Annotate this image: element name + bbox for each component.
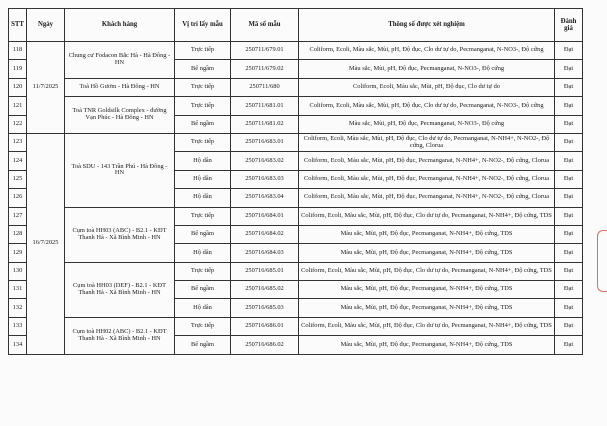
table-row xyxy=(9,133,583,151)
row-eval: Đạt xyxy=(555,152,583,170)
row-stt: 119 xyxy=(9,60,27,78)
customer-cell: Chung cư Fodacon Bắc Hà - Hà Đông - HN xyxy=(65,42,175,79)
customer-cell: Cụm toà HH02 (ABC) - B2.1 - KĐT Thanh Hà - Xã Bình Minh - HN xyxy=(65,317,175,354)
row-eval: Đạt xyxy=(555,189,583,207)
row-eval: Đạt xyxy=(555,317,583,335)
table-row xyxy=(9,42,583,60)
row-params: Coliform, Ecoli, Màu sắc, Mùi, pH, Độ đục, Pecmanganat, N-NH4+, N-NO2-, Độ cứng, Clorua xyxy=(299,152,555,170)
row-location: Hộ dân xyxy=(175,189,231,207)
row-location: Bể ngầm xyxy=(175,225,231,243)
row-stt: 123 xyxy=(9,133,27,151)
row-eval: Đạt xyxy=(555,97,583,115)
row-code: 250716/684.03 xyxy=(231,244,299,262)
row-stt: 120 xyxy=(9,78,27,96)
header-vi-tri: Vị trí lấy mẫu xyxy=(175,9,231,42)
row-code: 250716/683.01 xyxy=(231,133,299,151)
row-stt: 121 xyxy=(9,97,27,115)
row-code: 250711/680 xyxy=(231,78,299,96)
row-location: Bể ngầm xyxy=(175,60,231,78)
row-stt: 124 xyxy=(9,152,27,170)
customer-cell: Toà Hồ Gươm - Hà Đông - HN xyxy=(65,78,175,96)
row-stt: 130 xyxy=(9,262,27,280)
row-eval: Đạt xyxy=(555,262,583,280)
header-ma-so: Mã số mẫu xyxy=(231,9,299,42)
row-stt: 131 xyxy=(9,281,27,299)
row-params: Màu sắc, Mùi, pH, Độ đục, Pecmanganat, N-NO3-, Độ cứng xyxy=(299,60,555,78)
row-location: Hộ dân xyxy=(175,170,231,188)
row-code: 250716/683.04 xyxy=(231,189,299,207)
row-location: Hộ dân xyxy=(175,152,231,170)
row-code: 250716/686.02 xyxy=(231,336,299,354)
row-location: Trực tiếp xyxy=(175,78,231,96)
row-location: Hộ dân xyxy=(175,299,231,317)
row-eval: Đạt xyxy=(555,60,583,78)
row-params: Màu sắc, Mùi, pH, Độ đục, Pecmanganat, N-NH4+, Độ cứng, TDS xyxy=(299,225,555,243)
header-stt: STT xyxy=(9,9,27,42)
date-cell: 11/7/2025 xyxy=(27,42,65,134)
row-stt: 132 xyxy=(9,299,27,317)
row-location: Trực tiếp xyxy=(175,317,231,335)
row-location: Bể ngầm xyxy=(175,336,231,354)
customer-cell: Toà SDU - 143 Trần Phú - Hà Đông - HN xyxy=(65,133,175,207)
table-row xyxy=(9,262,583,280)
row-code: 250716/686.01 xyxy=(231,317,299,335)
row-eval: Đạt xyxy=(555,244,583,262)
customer-cell: Toà TNR Goldsilk Complex - đường Vạn Phúc - Hà Đông - HN xyxy=(65,97,175,134)
row-code: 250711/681.01 xyxy=(231,97,299,115)
row-code: 250716/683.03 xyxy=(231,170,299,188)
row-params: Coliform, Ecoli, Màu sắc, Mùi, pH, Độ đục, Clo dư tự do, Pecmanganat, N-NH4+, Độ cứng, TDS xyxy=(299,317,555,335)
row-code: 250711/679.01 xyxy=(231,42,299,60)
row-params: Màu sắc, Mùi, pH, Độ đục, Pecmanganat, N-NH4+, Độ cứng, TDS xyxy=(299,281,555,299)
row-params: Màu sắc, Mùi, pH, Độ đục, Pecmanganat, N-NH4+, Độ cứng, TDS xyxy=(299,244,555,262)
row-stt: 127 xyxy=(9,207,27,225)
row-params: Coliform, Ecoli, Màu sắc, Mùi, pH, Độ đục, Clo dư tự do, Pecmanganat, N-NO3-, Độ cứng xyxy=(299,97,555,115)
row-params: Coliform, Ecoli, Màu sắc, Mùi, pH, Độ đục, Clo dư tự do, Pecmanganat, N-NO3-, Độ cứng xyxy=(299,42,555,60)
row-eval: Đạt xyxy=(555,115,583,133)
row-params: Coliform, Ecoli, Màu sắc, Mùi, pH, Độ đục, Clo dư tự do, Pecmanganat, N-NH4+, Độ cứng, TDS xyxy=(299,262,555,280)
table-row xyxy=(9,97,583,115)
row-location: Hộ dân xyxy=(175,244,231,262)
row-params: Coliform, Ecoli, Màu sắc, Mùi, pH, Độ đục, Clo dư tự do, Pecmanganat, N-NH4+, N-NO2-, Độ cứng, Clorua xyxy=(299,133,555,151)
row-params: Coliform, Ecoli, Màu sắc, Mùi, pH, Độ đục, Pecmanganat, N-NH4+, N-NO2-, Độ cứng, Clorua xyxy=(299,170,555,188)
row-code: 250711/679.02 xyxy=(231,60,299,78)
row-eval: Đạt xyxy=(555,336,583,354)
row-params: Coliform, Ecoli, Màu sắc, Mùi, pH, Độ đục, Clo dư tự do, Pecmanganat, N-NH4+, Độ cứng, TDS xyxy=(299,207,555,225)
row-eval: Đạt xyxy=(555,42,583,60)
row-code: 250711/681.02 xyxy=(231,115,299,133)
header-khach-hang: Khách hàng xyxy=(65,9,175,42)
row-stt: 125 xyxy=(9,170,27,188)
header-row xyxy=(9,9,583,42)
row-code: 250716/685.02 xyxy=(231,281,299,299)
table-row xyxy=(9,78,583,96)
row-stt: 118 xyxy=(9,42,27,60)
row-stt: 122 xyxy=(9,115,27,133)
row-location: Bể ngầm xyxy=(175,281,231,299)
row-eval: Đạt xyxy=(555,170,583,188)
row-params: Màu sắc, Mùi, pH, Độ đục, Pecmanganat, N-NO3-, Độ cứng xyxy=(299,115,555,133)
row-stt: 128 xyxy=(9,225,27,243)
red-stamp-edge xyxy=(597,230,607,292)
row-code: 250716/684.01 xyxy=(231,207,299,225)
header-thong-so: Thông số được xét nghiệm xyxy=(299,9,555,42)
row-stt: 134 xyxy=(9,336,27,354)
row-params: Màu sắc, Mùi, pH, Độ đục, Pecmanganat, N-NH4+, Độ cứng, TDS xyxy=(299,299,555,317)
row-location: Bể ngầm xyxy=(175,115,231,133)
row-code: 250716/683.02 xyxy=(231,152,299,170)
row-eval: Đạt xyxy=(555,133,583,151)
row-stt: 133 xyxy=(9,317,27,335)
customer-cell: Cụm toà HH03 (DEF) - B2.1 - KĐT Thanh Hà - Xã Bình Minh - HN xyxy=(65,262,175,317)
table-row xyxy=(9,317,583,335)
row-code: 250716/685.03 xyxy=(231,299,299,317)
row-location: Trực tiếp xyxy=(175,133,231,151)
row-code: 250716/685.01 xyxy=(231,262,299,280)
results-table xyxy=(8,8,583,355)
table-row xyxy=(9,207,583,225)
row-eval: Đạt xyxy=(555,78,583,96)
customer-cell: Cụm toà HH03 (ABC) - B2.1 - KĐT Thanh Hà - Xã Bình Minh - HN xyxy=(65,207,175,262)
row-eval: Đạt xyxy=(555,225,583,243)
row-eval: Đạt xyxy=(555,207,583,225)
date-cell: 16/7/2025 xyxy=(27,133,65,354)
row-location: Trực tiếp xyxy=(175,207,231,225)
row-stt: 126 xyxy=(9,189,27,207)
row-params: Coliform, Ecoli, Màu sắc, Mùi, pH, Độ đục, Pecmanganat, N-NH4+, N-NO2-, Độ cứng, Clorua xyxy=(299,189,555,207)
header-ngay: Ngày xyxy=(27,9,65,42)
row-stt: 129 xyxy=(9,244,27,262)
row-params: Màu sắc, Mùi, pH, Độ đục, Pecmanganat, N-NH4+, Độ cứng, TDS xyxy=(299,336,555,354)
row-params: Coliform, Ecoli, Màu sắc, Mùi, pH, Độ đục, Clo dư tự do xyxy=(299,78,555,96)
row-eval: Đạt xyxy=(555,299,583,317)
row-code: 250716/684.02 xyxy=(231,225,299,243)
row-location: Trực tiếp xyxy=(175,97,231,115)
row-eval: Đạt xyxy=(555,281,583,299)
header-danh-gia: Đánh giá xyxy=(555,9,583,42)
row-location: Trực tiếp xyxy=(175,42,231,60)
row-location: Trực tiếp xyxy=(175,262,231,280)
